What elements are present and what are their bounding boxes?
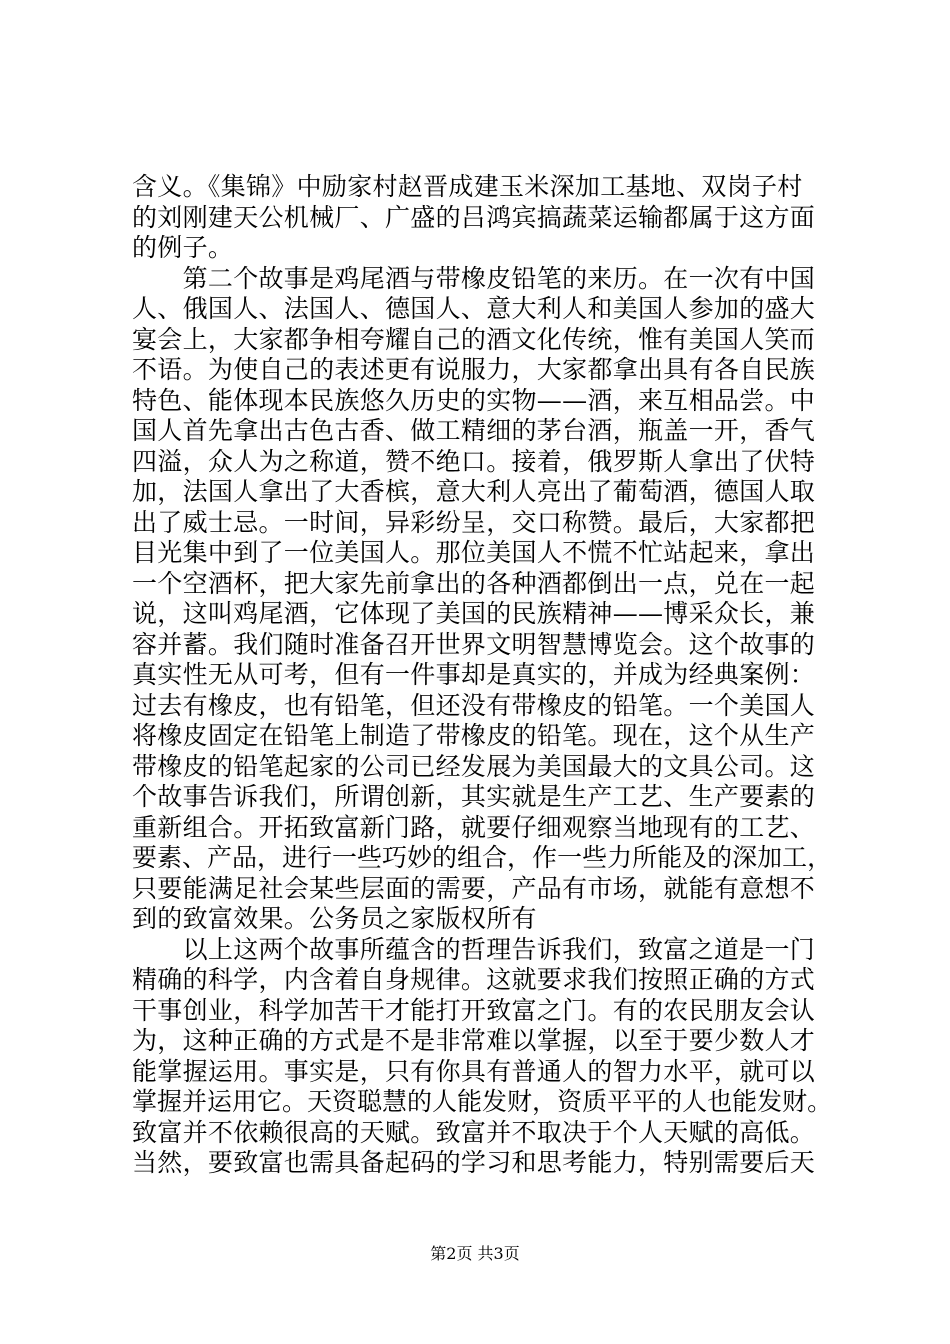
text-line: 到的致富效果。公务员之家版权所有 <box>132 904 537 933</box>
text-line: 一个空酒杯，把大家先前拿出的各种酒都倒出一点，兑在一起 <box>132 568 816 598</box>
page-footer: 第2页 共3页 <box>430 1244 520 1263</box>
text-line: 真实性无从可考，但有一件事却是真实的，并成为经典案例： <box>132 660 816 689</box>
text-line: 个故事告诉我们，所谓创新，其实就是生产工艺、生产要素的 <box>132 782 816 811</box>
text-line: 宴会上，大家都争相夸耀自己的酒文化传统，惟有美国人笑而 <box>132 324 816 354</box>
text-line: 精确的科学，内含着自身规律。这就要求我们按照正确的方式 <box>132 965 816 994</box>
text-line: 只要能满足社会某些层面的需要，产品有市场，就能有意想不 <box>132 873 816 903</box>
text-line: 当然，要致富也需具备起码的学习和思考能力，特别需要后天 <box>132 1148 816 1177</box>
text-line: 要素、产品，进行一些巧妙的组合，作一些力所能及的深加工， <box>132 843 833 872</box>
text-line: 含义。《集锦》中励家村赵晋成建玉米深加工基地、双岗子村 <box>132 172 803 201</box>
text-line: 将橡皮固定在铅笔上制造了带橡皮的铅笔。现在，这个从生产 <box>132 721 816 750</box>
text-line: 掌握并运用它。天资聪慧的人能发财，资质平平的人也能发财。 <box>132 1087 833 1116</box>
text-line: 为，这种正确的方式是不是非常难以掌握，以至于要少数人才 <box>132 1026 816 1055</box>
text-line: 第二个故事是鸡尾酒与带橡皮铅笔的来历。在一次有中国 <box>132 263 816 293</box>
text-line: 重新组合。开拓致富新门路，就要仔细观察当地现有的工艺、 <box>132 812 816 842</box>
text-line: 干事创业，科学加苦干才能打开致富之门。有的农民朋友会认 <box>132 995 816 1025</box>
text-line: 说，这叫鸡尾酒，它体现了美国的民族精神——博采众长，兼 <box>132 599 816 628</box>
text-line: 的刘刚建天公机械厂、广盛的吕鸿宾搞蔬菜运输都属于这方面 <box>132 202 816 232</box>
text-line: 能掌握运用。事实是，只有你具有普通人的智力水平，就可以 <box>132 1056 816 1086</box>
text-line: 国人首先拿出古色古香、做工精细的茅台酒，瓶盖一开，香气 <box>132 416 816 445</box>
body-text <box>132 172 832 1179</box>
text-line: 致富并不依赖很高的天赋。致富并不取决于个人天赋的高低。 <box>132 1117 816 1147</box>
text-line: 目光集中到了一位美国人。那位美国人不慌不忙站起来，拿出 <box>132 538 816 567</box>
text-line: 不语。为使自己的表述更有说服力，大家都拿出具有各自民族 <box>132 355 816 384</box>
text-line: 人、俄国人、法国人、德国人、意大利人和美国人参加的盛大 <box>132 294 816 323</box>
text-line: 出了威士忌。一时间，异彩纷呈，交口称赞。最后，大家都把 <box>132 507 816 537</box>
text-line: 特色、能体现本民族悠久历史的实物——酒，来互相品尝。中 <box>132 385 816 415</box>
text-line: 容并蓄。我们随时准备召开世界文明智慧博览会。这个故事的 <box>132 629 816 659</box>
text-line: 带橡皮的铅笔起家的公司已经发展为美国最大的文具公司。这 <box>132 751 816 781</box>
text-line: 加，法国人拿出了大香槟，意大利人亮出了葡萄酒，德国人取 <box>132 477 816 506</box>
text-line: 四溢，众人为之称道，赞不绝口。接着，俄罗斯人拿出了伏特 <box>132 446 816 476</box>
text-line: 的例子。 <box>132 233 234 262</box>
text-line: 过去有橡皮，也有铅笔，但还没有带橡皮的铅笔。一个美国人 <box>132 690 816 720</box>
text-line: 以上这两个故事所蕴含的哲理告诉我们，致富之道是一门 <box>132 934 816 964</box>
